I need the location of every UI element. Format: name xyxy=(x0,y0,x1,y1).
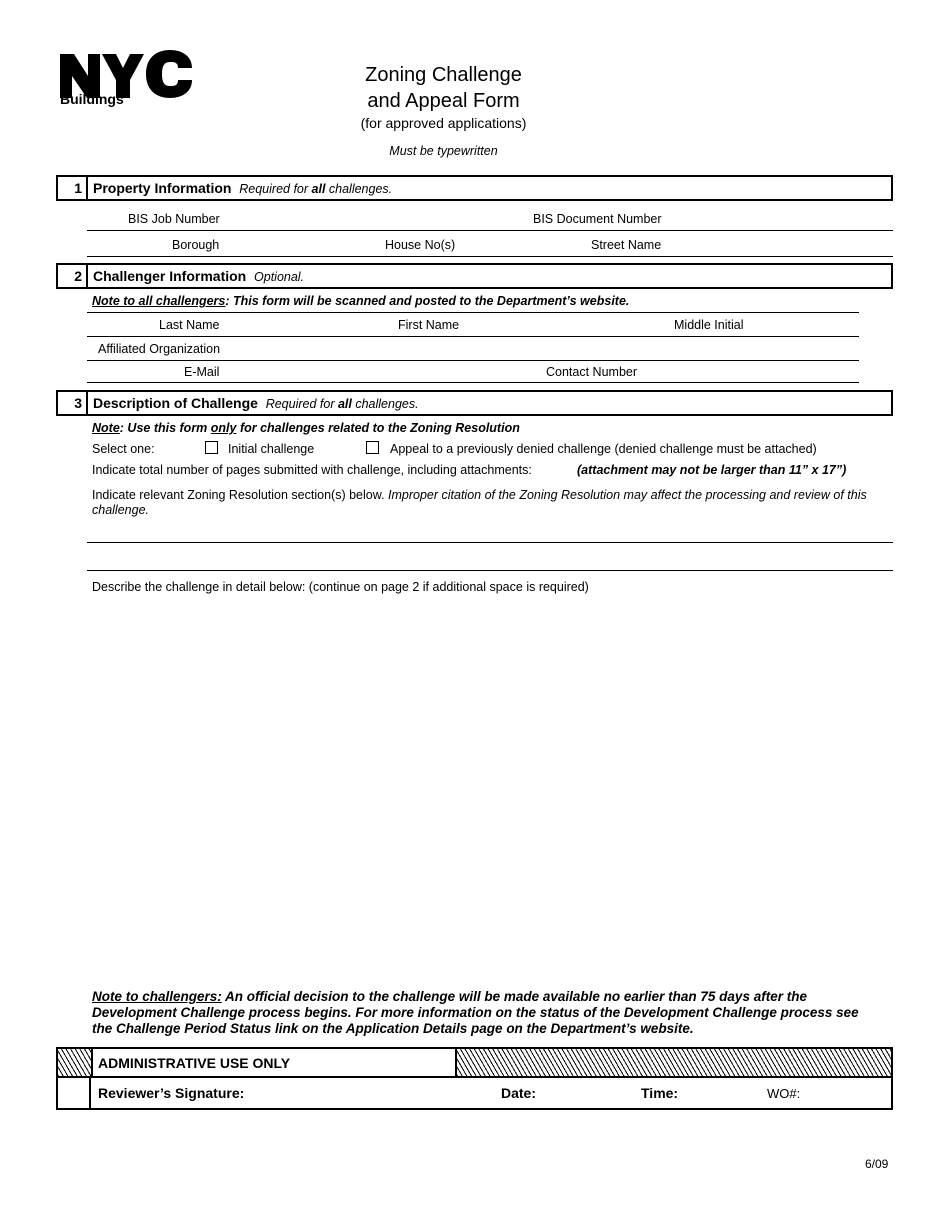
zoning-resolution-instructions: Indicate relevant Zoning Resolution section(s) below. Improper citation of the Zoning Resolution may affect the processing and review of this challenge. xyxy=(92,488,867,517)
time-label: Time: xyxy=(641,1085,679,1101)
divider xyxy=(87,256,893,257)
attachment-size-note: (attachment may not be larger than 11” x 17”) xyxy=(577,463,847,477)
work-order-label: WO#: xyxy=(767,1086,801,1101)
bis-document-number-label: BIS Document Number xyxy=(533,212,662,226)
describe-challenge-label: Describe the challenge in detail below: (continue on page 2 if additional space is required) xyxy=(92,580,589,594)
section-1-header xyxy=(56,175,893,201)
form-title-line1: Zoning Challenge xyxy=(365,64,522,86)
form-version: 6/09 xyxy=(865,1157,889,1171)
divider xyxy=(87,382,859,383)
pages-count-label: Indicate total number of pages submitted with challenge, including attachments: xyxy=(92,463,532,477)
affiliated-organization-label: Affiliated Organization xyxy=(98,342,221,356)
section-number: 1 xyxy=(58,177,88,199)
divider xyxy=(87,336,859,337)
divider xyxy=(58,1076,891,1078)
first-name-label: First Name xyxy=(398,318,460,332)
form-subtitle: (for approved applications) xyxy=(360,115,527,131)
section-title: Challenger Information Optional. xyxy=(93,268,305,284)
administrative-box xyxy=(56,1047,893,1110)
email-label: E-Mail xyxy=(184,365,220,379)
challenge-description-area[interactable] xyxy=(87,600,893,980)
empty-cell xyxy=(58,1076,91,1108)
section-number: 3 xyxy=(58,392,88,414)
initial-challenge-checkbox[interactable] xyxy=(205,441,218,454)
form-title-line2: and Appeal Form xyxy=(367,90,520,112)
borough-label: Borough xyxy=(172,238,220,252)
divider xyxy=(87,230,893,231)
middle-initial-label: Middle Initial xyxy=(674,318,744,332)
appeal-label: Appeal to a previously denied challenge (denied challenge must be attached) xyxy=(390,442,817,456)
section-number: 2 xyxy=(58,265,88,287)
last-name-label: Last Name xyxy=(159,318,220,332)
contact-number-label: Contact Number xyxy=(546,365,638,379)
appeal-checkbox[interactable] xyxy=(366,441,379,454)
zr-entry-line[interactable] xyxy=(87,570,893,571)
scan-notice: Note to all challengers: This form will be scanned and posted to the Department’s website. xyxy=(92,294,630,308)
street-name-label: Street Name xyxy=(591,238,662,252)
admin-title: ADMINISTRATIVE USE ONLY xyxy=(98,1055,291,1071)
divider xyxy=(87,360,859,361)
usage-note: Note: Use this form only for challenges related to the Zoning Resolution xyxy=(92,421,520,435)
initial-challenge-label: Initial challenge xyxy=(228,442,315,456)
hatch-pattern xyxy=(58,1049,93,1076)
divider xyxy=(87,312,859,313)
section-3-header xyxy=(56,390,893,416)
zr-entry-line[interactable] xyxy=(87,542,893,543)
typewritten-note: Must be typewritten xyxy=(389,144,498,158)
hatch-pattern xyxy=(455,1049,891,1076)
bis-job-number-label: BIS Job Number xyxy=(128,212,220,226)
date-label: Date: xyxy=(501,1085,537,1101)
house-number-label: House No(s) xyxy=(385,238,456,252)
reviewer-signature-label: Reviewer’s Signature: xyxy=(98,1085,245,1101)
section-title: Property Information Required for all challenges. xyxy=(93,180,393,196)
section-2-header xyxy=(56,263,893,289)
select-one-label: Select one: xyxy=(92,442,155,456)
section-title: Description of Challenge Required for all challenges. xyxy=(93,395,419,411)
logo-label: Buildings xyxy=(60,91,124,107)
challengers-note: Note to challengers: An official decision to the challenge will be made available no earlier than 75 days after the Development Challenge process begins. For more information on the status of the Development Challenge process see the Challenge Period Status link on the Application Details page on the Department’s website. xyxy=(92,989,859,1036)
